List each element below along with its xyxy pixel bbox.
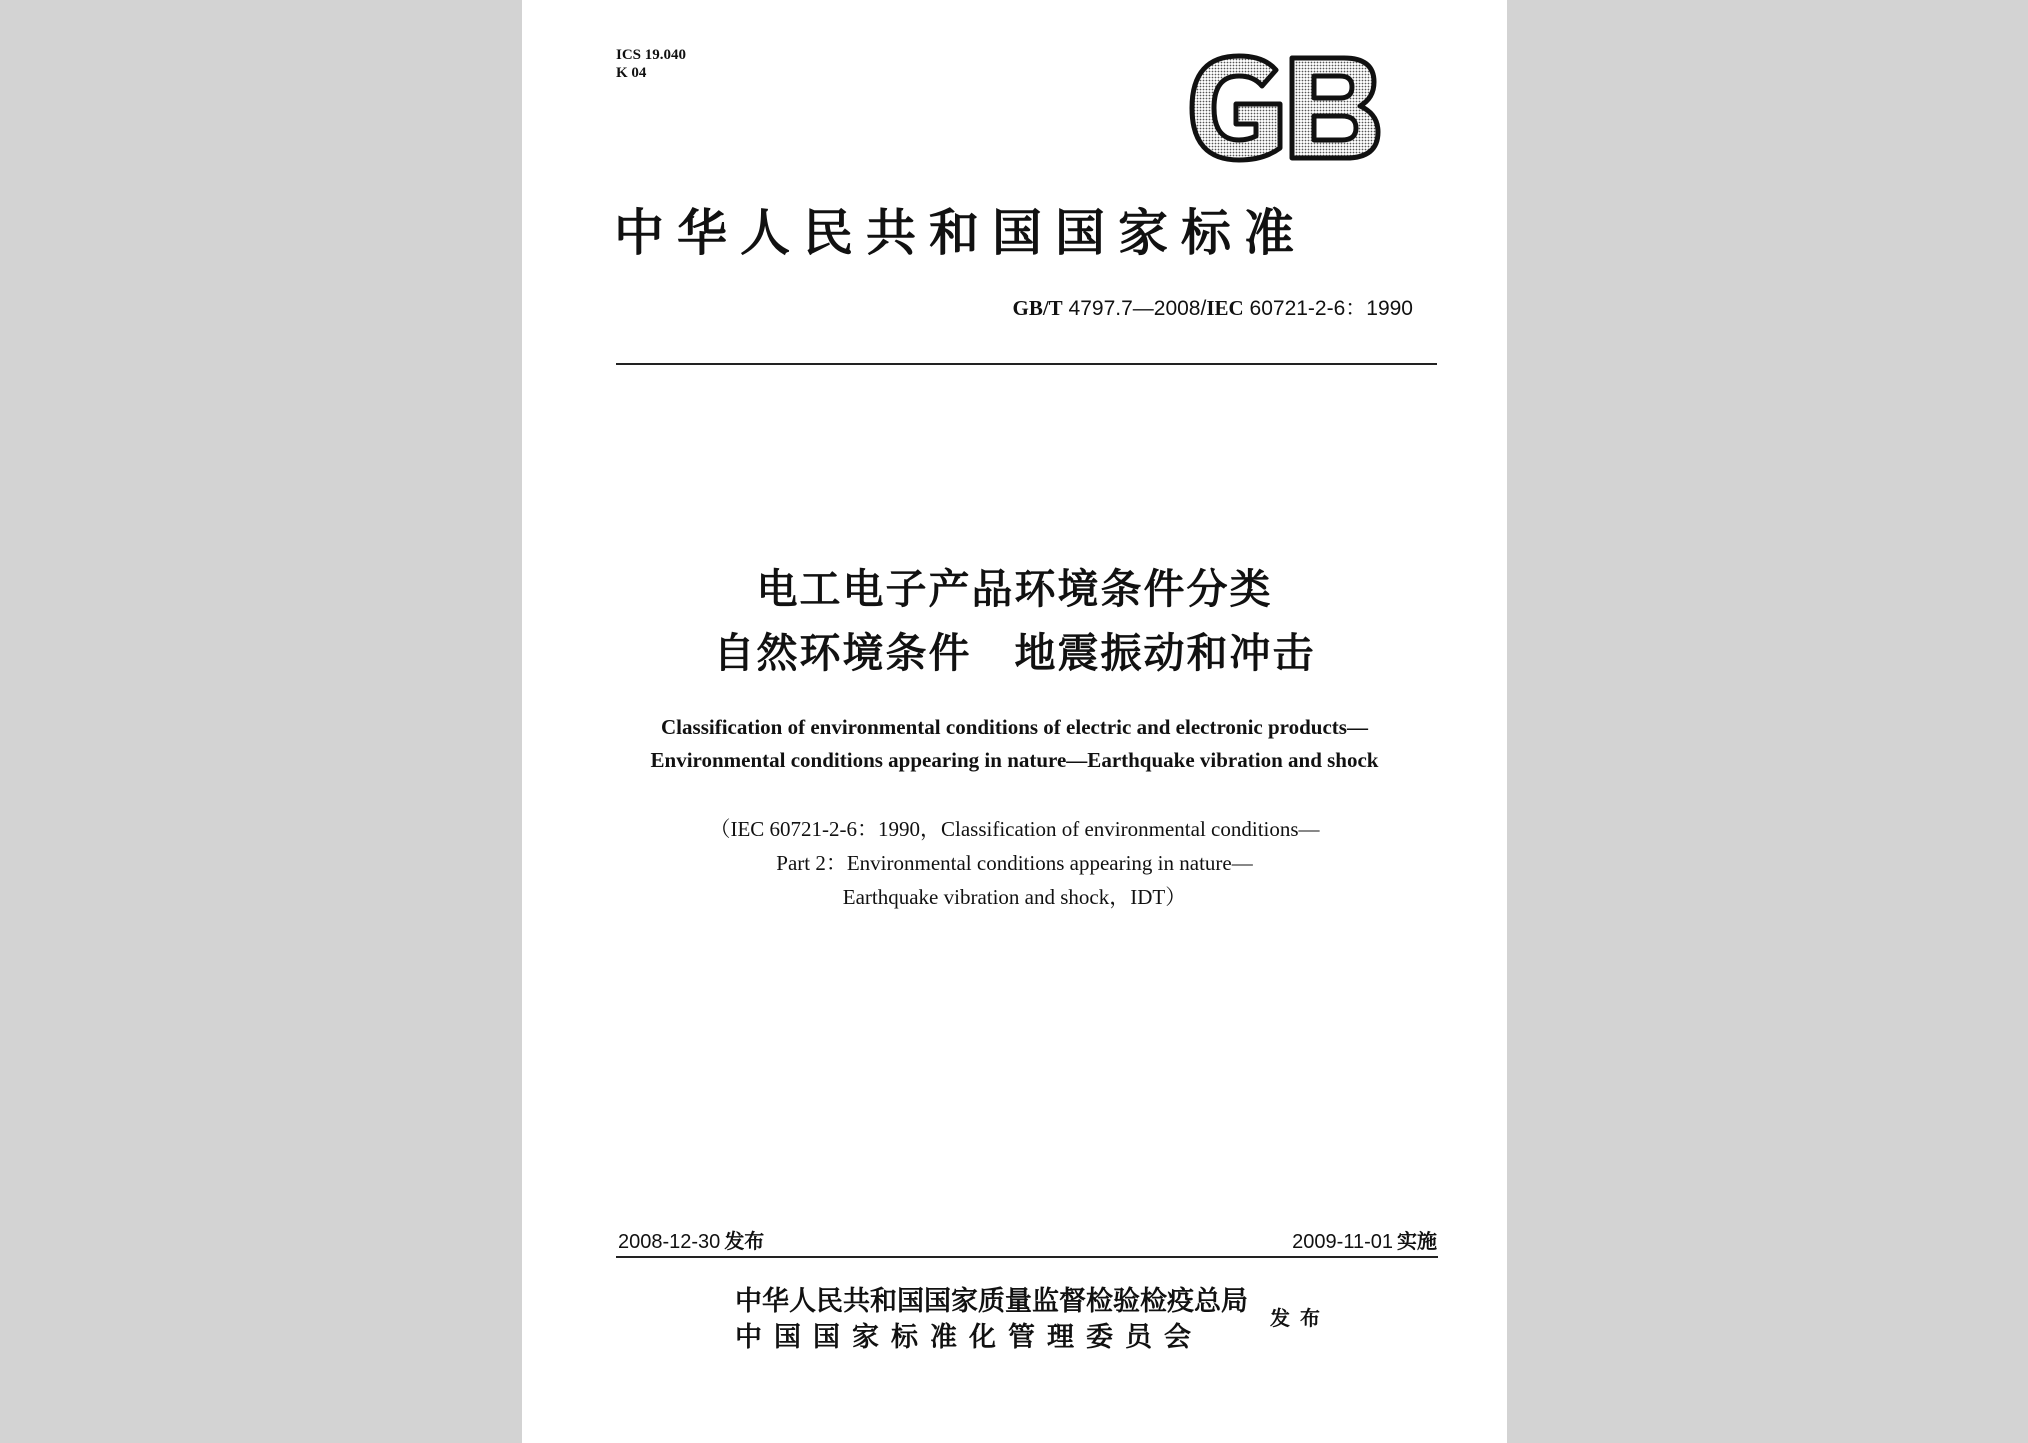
issuer-block xyxy=(735,1284,1248,1356)
issuer-line-1: 中华人民共和国国家质量监督检验检疫总局 xyxy=(735,1286,1248,1317)
issue-date xyxy=(618,1225,764,1254)
iec-reference-line-1: （IEC 60721-2-6：1990，Classification of environmental conditions— xyxy=(709,817,1320,841)
ics-block xyxy=(616,46,686,82)
iec-reference-line-2: Part 2：Environmental conditions appearing in nature— xyxy=(776,851,1253,875)
english-title-line-2: Environmental conditions appearing in nature—Earthquake vibration and shock xyxy=(650,748,1379,772)
issue-date-label: 发布 xyxy=(724,1231,765,1253)
english-title-line-1: Classification of environmental conditions of electric and electronic products— xyxy=(661,715,1368,739)
standard-code xyxy=(1013,292,1414,322)
issuer-line-2: 中国国家标准化管理委员会 xyxy=(735,1322,1203,1353)
footer-divider xyxy=(616,1256,1438,1258)
issue-date-value: 2008-12-30 xyxy=(618,1231,721,1253)
classification-code: K 04 xyxy=(616,65,647,81)
document-page xyxy=(522,0,1507,1443)
ics-code: ICS 19.040 xyxy=(616,47,687,63)
code-main: 4797.7—2008/ xyxy=(1068,297,1207,320)
national-standard-title: 中华人民共和国国家标准 xyxy=(614,203,1307,262)
implement-date-value: 2009-11-01 xyxy=(1292,1231,1393,1253)
code-iec: 60721-2-6：1990 xyxy=(1249,297,1413,320)
issue-word: 发布 xyxy=(1270,1306,1330,1330)
iec-reference-line-3: Earthquake vibration and shock，IDT） xyxy=(842,885,1187,909)
implement-date-label: 实施 xyxy=(1397,1231,1437,1253)
gb-logo-icon xyxy=(1184,52,1384,164)
implement-date xyxy=(1292,1225,1437,1254)
header-divider xyxy=(616,363,1437,365)
chinese-title-line-2: 自然环境条件 地震振动和冲击 xyxy=(713,629,1316,677)
code-prefix: GB/T xyxy=(1012,296,1063,320)
code-iec-prefix: IEC xyxy=(1206,296,1244,320)
chinese-title-line-1: 电工电子产品环境条件分类 xyxy=(756,565,1273,613)
